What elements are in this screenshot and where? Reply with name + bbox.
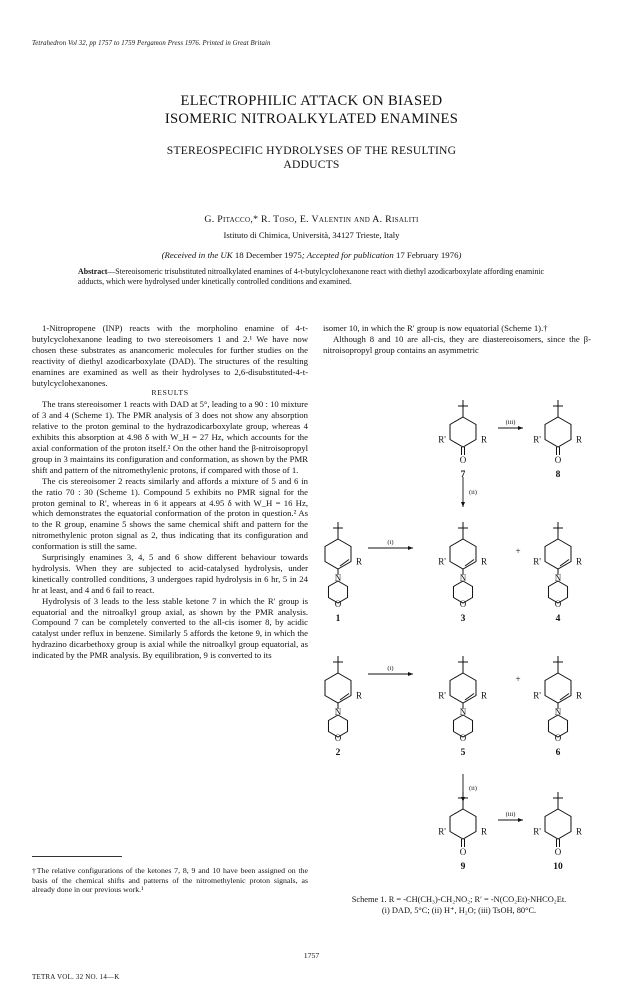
- results-paragraph-3: Surprisingly enamines 3, 4, 5 and 6 show different behaviour towards hydrolysis. When they are subjected to acid-catalysed hydrolysis, under kinetically controlled conditions, 3 undergoes rapid hydrolysis in 6 hr, 5 in 24 hr at least, and 4 and 6 fail to react.: [32, 552, 308, 595]
- arrow-9-to-10-label: (iii): [505, 811, 516, 818]
- plus-sign-1: +: [515, 546, 521, 556]
- enamine-4: [533, 522, 582, 624]
- enamine-5-R: R: [480, 690, 487, 701]
- enamine-3: [438, 522, 487, 624]
- enamine-3-morph-O: O: [459, 599, 467, 609]
- received-line: [60, 250, 563, 260]
- affiliation: Istituto di Chimica, Università, 34127 Trieste, Italy: [223, 230, 400, 240]
- enamine-1-num: 1: [335, 614, 341, 624]
- received-date: 18 December 1975: [234, 250, 302, 260]
- arrow-7-to-8: [498, 419, 523, 430]
- enamine-1-R: R: [355, 556, 362, 567]
- arrow-1-to-3: [368, 539, 413, 550]
- ketone-9-ring: [450, 809, 476, 839]
- results-paragraph-1: The trans stereoisomer 1 reacts with DAD at 5°, leading to a 90 : 10 mixture of 3 and 4 (Scheme 1). The PMR analysis of 3 does not show any absorption relative to the proton geminal to the hydrazodicarboxylate group, whereas 4 exhibits this absorption at 4.98 δ with W_H = 27 Hz, which accounts for the axial conformation of the proton itself.² On the other hand the β-nitroisopropyl group in 3 maintains its configuration and conformation, as shown by the PMR shift and pattern of the nitromethylenic protons, if compared with those of 1.: [32, 399, 308, 475]
- enamine-4-morph-O: O: [554, 599, 562, 609]
- ketone-7-ring: [450, 417, 476, 447]
- arrow-9-to-10: [498, 811, 523, 822]
- ketone-7-R: R: [480, 434, 487, 445]
- ketone-9-Rp: R': [438, 826, 446, 837]
- enamine-1-morph-O: O: [334, 599, 342, 609]
- enamine-2-R: R: [355, 690, 362, 701]
- enamine-5-Rp: R': [438, 690, 446, 701]
- ketone-8-num: 8: [555, 470, 561, 480]
- enamine-2-ring: [325, 673, 351, 703]
- arrow-2-to-5-label: (i): [387, 665, 394, 672]
- enamine-6-morph-N: N: [554, 707, 562, 717]
- enamine-2-morph-N: N: [334, 707, 342, 717]
- arrow-5-to-9-label: (ii): [469, 785, 477, 792]
- ketone-9-num: 9: [460, 862, 466, 872]
- enamine-6: [533, 656, 582, 758]
- page-number: 1757: [303, 951, 320, 960]
- abstract: [78, 267, 544, 288]
- enamine-1-ring: [325, 539, 351, 569]
- enamine-1-morph-N: N: [334, 573, 342, 583]
- enamine-6-ring: [545, 673, 571, 703]
- enamine-6-num: 6: [555, 748, 561, 758]
- right-paragraph-2: Although 8 and 10 are all-cis, they are diastereoisomers, since the β-nitroisopropyl group contains an asymmetric: [323, 333, 591, 355]
- enamine-3-num: 3: [460, 614, 466, 624]
- enamine-5: [438, 656, 487, 758]
- enamine-3-morph-N: N: [459, 573, 467, 583]
- enamine-2: [325, 656, 362, 758]
- journal-citation: Tetrahedron Vol 32, pp 1757 to 1759 Pergamon Press 1976. Printed in Great Britain: [32, 40, 271, 47]
- ketone-10-num: 10: [553, 862, 563, 872]
- enamine-2-num: 2: [335, 748, 341, 758]
- ketone-7-num: 7: [460, 470, 466, 480]
- ketone-8: [533, 400, 582, 480]
- received-suffix: ): [458, 250, 462, 260]
- enamine-3-ring: [450, 539, 476, 569]
- results-heading: RESULTS: [151, 388, 189, 398]
- scheme-molecules: [325, 400, 582, 872]
- enamine-5-ring: [450, 673, 476, 703]
- right-paragraph-1: isomer 10, in which the R′ group is now equatorial (Scheme 1).†: [323, 323, 548, 333]
- arrow-1-to-3-head: [408, 546, 413, 550]
- ketone-7-Rp: R': [438, 434, 446, 445]
- enamine-6-Rp: R': [533, 690, 541, 701]
- right-column: [323, 323, 591, 356]
- ketone-7: [438, 400, 487, 480]
- received-prefix: (Received in the UK: [161, 250, 233, 260]
- ketone-8-ring: [545, 417, 571, 447]
- arrow-3-to-7-label: (ii): [469, 489, 477, 496]
- ketone-8-O: O: [554, 455, 562, 465]
- title-line-1: ELECTROPHILIC ATTACK ON BIASED: [180, 93, 443, 109]
- accepted-date: 17 February 1976: [395, 250, 459, 260]
- enamine-5-num: 5: [460, 748, 466, 758]
- arrow-2-to-5-head: [408, 672, 413, 676]
- left-column: [32, 323, 308, 661]
- enamine-5-morph-O: O: [459, 733, 467, 743]
- ketone-10-O: O: [554, 847, 562, 857]
- authors: G. Pitacco,* R. Toso, E. Valentin and A. Risaliti: [204, 214, 419, 225]
- enamine-4-R: R: [575, 556, 582, 567]
- ketone-9-O: O: [459, 847, 467, 857]
- arrow-3-to-7: [461, 477, 477, 507]
- enamine-2-morph-O: O: [334, 733, 342, 743]
- abstract-text: —Stereoisomeric trisubstituted nitroalkylated enamines of 4-t-butylcyclohexanone react with diethyl azodicarboxylate affording enaminic adducts, which were hydrolysed under kinetically controlled conditions and examined.: [78, 267, 544, 287]
- arrow-2-to-5: [368, 665, 413, 676]
- enamine-4-ring: [545, 539, 571, 569]
- enamine-4-morph-N: N: [554, 573, 562, 583]
- enamine-3-Rp: R': [438, 556, 446, 567]
- enamine-6-R: R: [575, 690, 582, 701]
- scheme-caption-line-2: (i) DAD, 5°C; (ii) H⁺, H₂O; (iii) TsOH, 80°C.: [381, 905, 537, 915]
- reaction-scheme: [318, 392, 603, 892]
- ketone-9: [438, 792, 487, 872]
- enamine-5-morph-N: N: [459, 707, 467, 717]
- scheme-caption: [323, 895, 595, 916]
- ketone-10-R: R: [575, 826, 582, 837]
- ketone-9-R: R: [480, 826, 487, 837]
- footnote: †The relative configurations of the ketones 7, 8, 9 and 10 have been assigned on the basis of the chemical shifts and patterns of the nitromethylenic proton signals, as already done in our previous work.¹: [32, 866, 308, 895]
- enamine-1: [325, 522, 362, 624]
- arrow-3-to-7-head: [461, 502, 465, 507]
- footnote-rule: [32, 856, 122, 857]
- enamine-4-Rp: R': [533, 556, 541, 567]
- journal-volume-footer: TETRA VOL. 32 NO. 14—K: [32, 973, 120, 981]
- scheme-caption-line-1: Scheme 1. R = -CH(CH₃)-CH₂NO₂; R′ = -N(CO₂Et)-NHCO₂Et.: [351, 895, 567, 904]
- title-line-2: ISOMERIC NITROALKYLATED ENAMINES: [164, 111, 459, 127]
- subtitle-line-2: ADDUCTS: [283, 158, 340, 171]
- results-paragraph-4: Hydrolysis of 3 leads to the less stable ketone 7 in which the R′ group is equatorial and the nitroalkyl group axial, as shown by the PMR analysis. Compound 7 can be completely converted to the all-cis isomer 8, by acidic catalyst under reflux in benzene. Similarly 5 affords the ketone 9, in which the hydrazino dicarbethoxy group is axial while the nitroalkyl group equatorial, as indicated by the PMR analysis. By equilibration, 9 is converted to its: [32, 595, 308, 661]
- intro-paragraph: 1-Nitropropene (INP) reacts with the morpholino enamine of 4-t-butylcyclohexanone leading to two stereoisomers 1 and 2.¹ We have now chosen these substrates as anancomeric molecules for further studies on the reactivity of diethyl azodicarboxylate (DAD). The structures of the resulting enamines are examined as well as their hydrolyses to 2,6-disubstituted-4-t-butylcyclohexanones.: [32, 323, 308, 388]
- ketone-8-R: R: [575, 434, 582, 445]
- ketone-7-O: O: [459, 455, 467, 465]
- abstract-label: Abstract: [78, 267, 108, 276]
- enamine-4-num: 4: [555, 614, 561, 624]
- accepted-prefix: ; Accepted for publication: [301, 250, 394, 260]
- enamine-3-R: R: [480, 556, 487, 567]
- ketone-10-Rp: R': [533, 826, 541, 837]
- subtitle-line-1: STEREOSPECIFIC HYDROLYSES OF THE RESULTING: [166, 144, 457, 157]
- arrow-1-to-3-label: (i): [387, 539, 394, 546]
- arrow-7-to-8-label: (iii): [505, 419, 516, 426]
- enamine-6-morph-O: O: [554, 733, 562, 743]
- ketone-10-ring: [545, 809, 571, 839]
- ketone-8-Rp: R': [533, 434, 541, 445]
- plus-sign-2: +: [515, 674, 521, 684]
- arrow-7-to-8-head: [518, 426, 523, 430]
- results-paragraph-2: The cis stereoisomer 2 reacts similarly and affords a mixture of 5 and 6 in the ratio 70 : 30 (Scheme 1). Compound 5 exhibits no PMR signal for the proton geminal to R′, whereas in 6 it appears at 4.95 δ with W_H = 16 Hz, which demonstrates the equatorial conformation of the proton in question.² As to the R group, enamine 5 shows the same chemical shift and pattern for the nitromethylenic proton signal as 2, thus indicating that its configuration and conformation is still the same.: [32, 475, 308, 552]
- arrow-9-to-10-head: [518, 818, 523, 822]
- ketone-10: [533, 792, 582, 872]
